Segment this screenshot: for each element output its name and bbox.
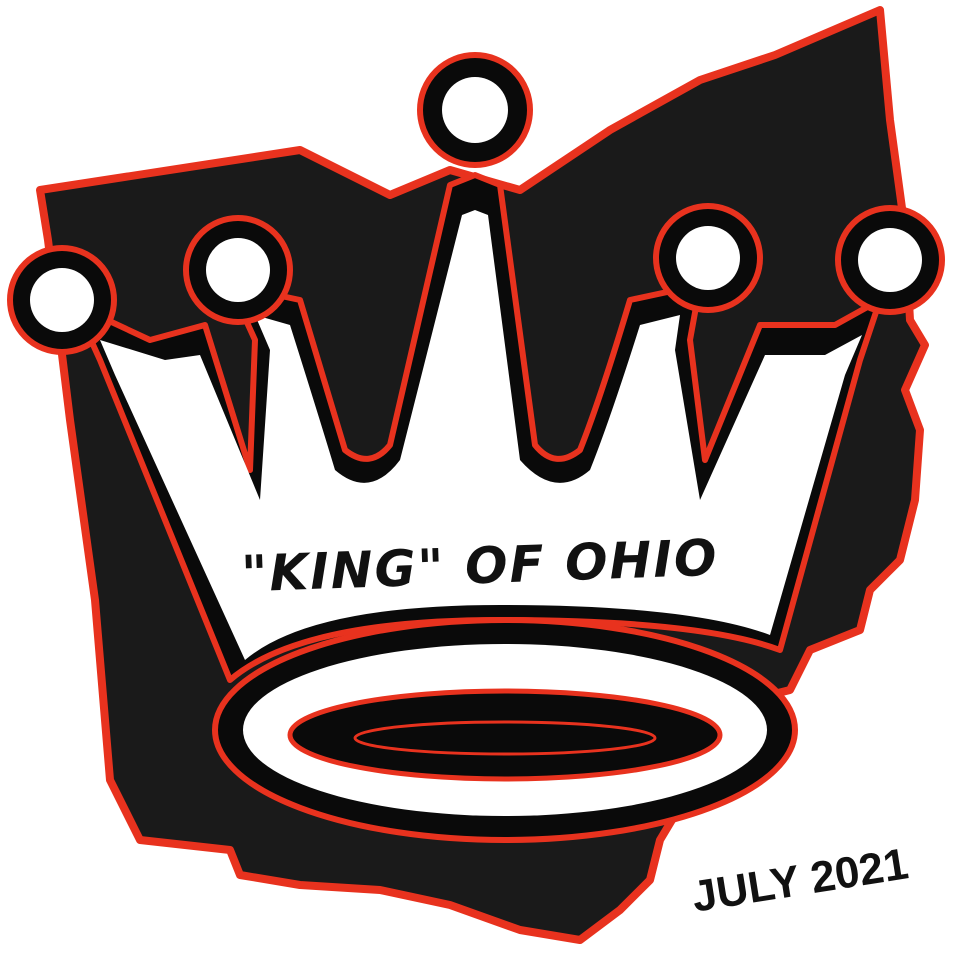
crown-jewel-right-inner	[656, 206, 760, 310]
logo-date: JULY 2021	[688, 839, 912, 922]
crown-base-ring	[215, 620, 795, 840]
crown-jewel-left-inner	[186, 218, 290, 322]
crown-jewel-left-outer	[10, 248, 114, 352]
crown-jewel-center	[420, 55, 530, 165]
logo-title: "KING" OF OHIO	[240, 528, 720, 604]
crown-jewel-right-outer	[838, 208, 942, 312]
